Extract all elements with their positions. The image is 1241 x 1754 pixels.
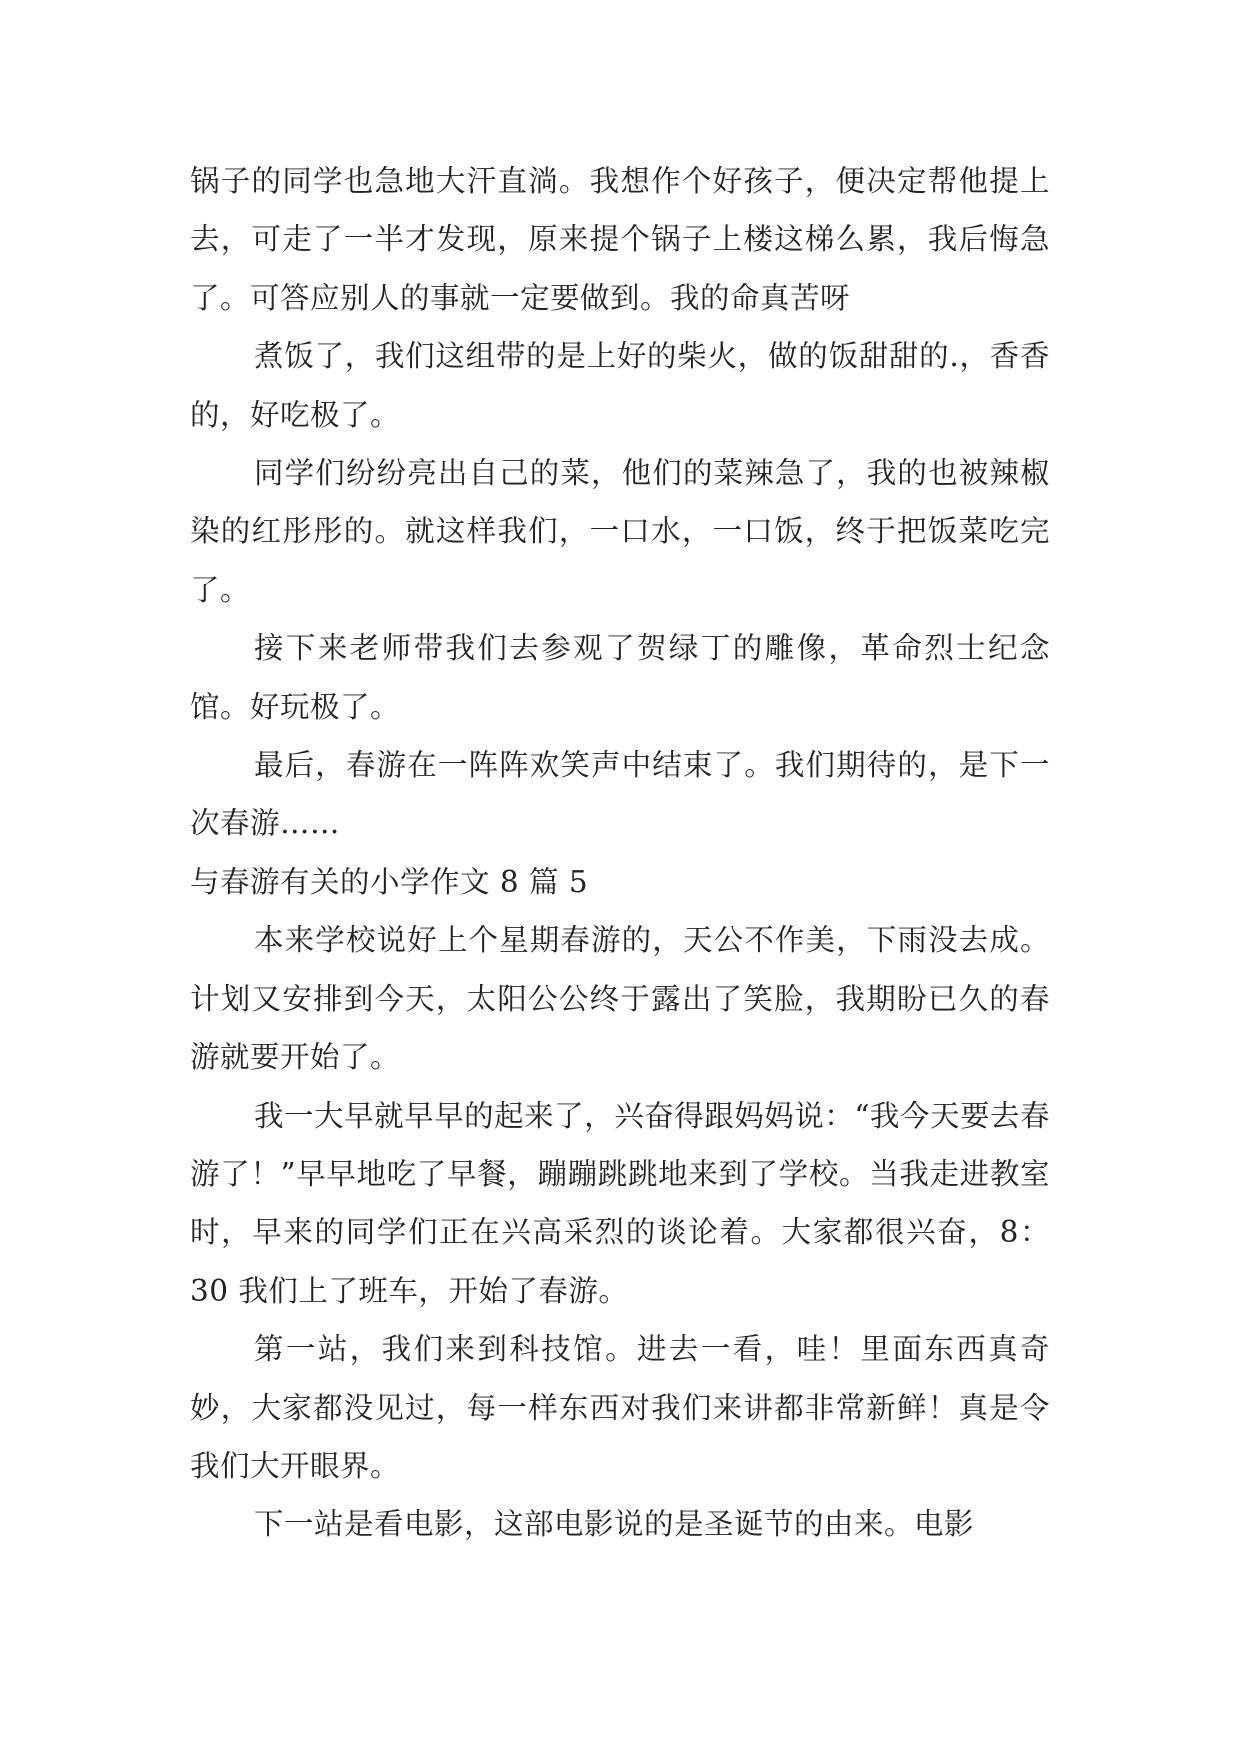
paragraph: 同学们纷纷亮出自己的菜，他们的菜辣急了，我的也被辣椒染的红彤彤的。就这样我们，一口水，一口饭，终于把饭菜吃完了。: [190, 456, 1050, 607]
paragraph: 下一站是看电影，这部电影说的是圣诞节的由来。电影: [254, 1507, 975, 1542]
paragraph: 最后，春游在一阵阵欢笑声中结束了。我们期待的，是下一次春游……: [190, 748, 1050, 841]
paragraph: 锅子的同学也急地大汗直淌。我想作个好孩子，便决定帮他提上去，可走了一半才发现，原来提个锅子上楼这梯么累，我后悔急了。可答应别人的事就一定要做到。我的命真苦呀: [190, 164, 1050, 315]
paragraph: 第一站，我们来到科技馆。进去一看，哇！里面东西真奇妙，大家都没见过，每一样东西对我们来讲都非常新鲜！真是令我们大开眼界。: [190, 1332, 1050, 1483]
paragraph: 煮饭了，我们这组带的是上好的柴火，做的饭甜甜的.，香香的，好吃极了。: [190, 339, 1050, 432]
paragraph: 接下来老师带我们去参观了贺绿丁的雕像，革命烈士纪念馆。好玩极了。: [190, 631, 1050, 724]
document-page: [190, 152, 1050, 1554]
paragraph: 本来学校说好上个星期春游的，天公不作美，下雨没去成。计划又安排到今天，太阳公公终于露出了笑脸，我期盼已久的春游就要开始了。: [190, 923, 1050, 1075]
section-heading: 与春游有关的小学作文 8 篇 5: [190, 864, 589, 899]
paragraph: 我一大早就早早的起来了，兴奋得跟妈妈说：“我今天要去春游了！”早早地吃了早餐，蹦蹦跳跳地来到了学校。当我走进教室时，早来的同学们正在兴高采烈的谈论着。大家都很兴奋，8：30 我们上了班车，开始了春游。: [190, 1098, 1050, 1308]
